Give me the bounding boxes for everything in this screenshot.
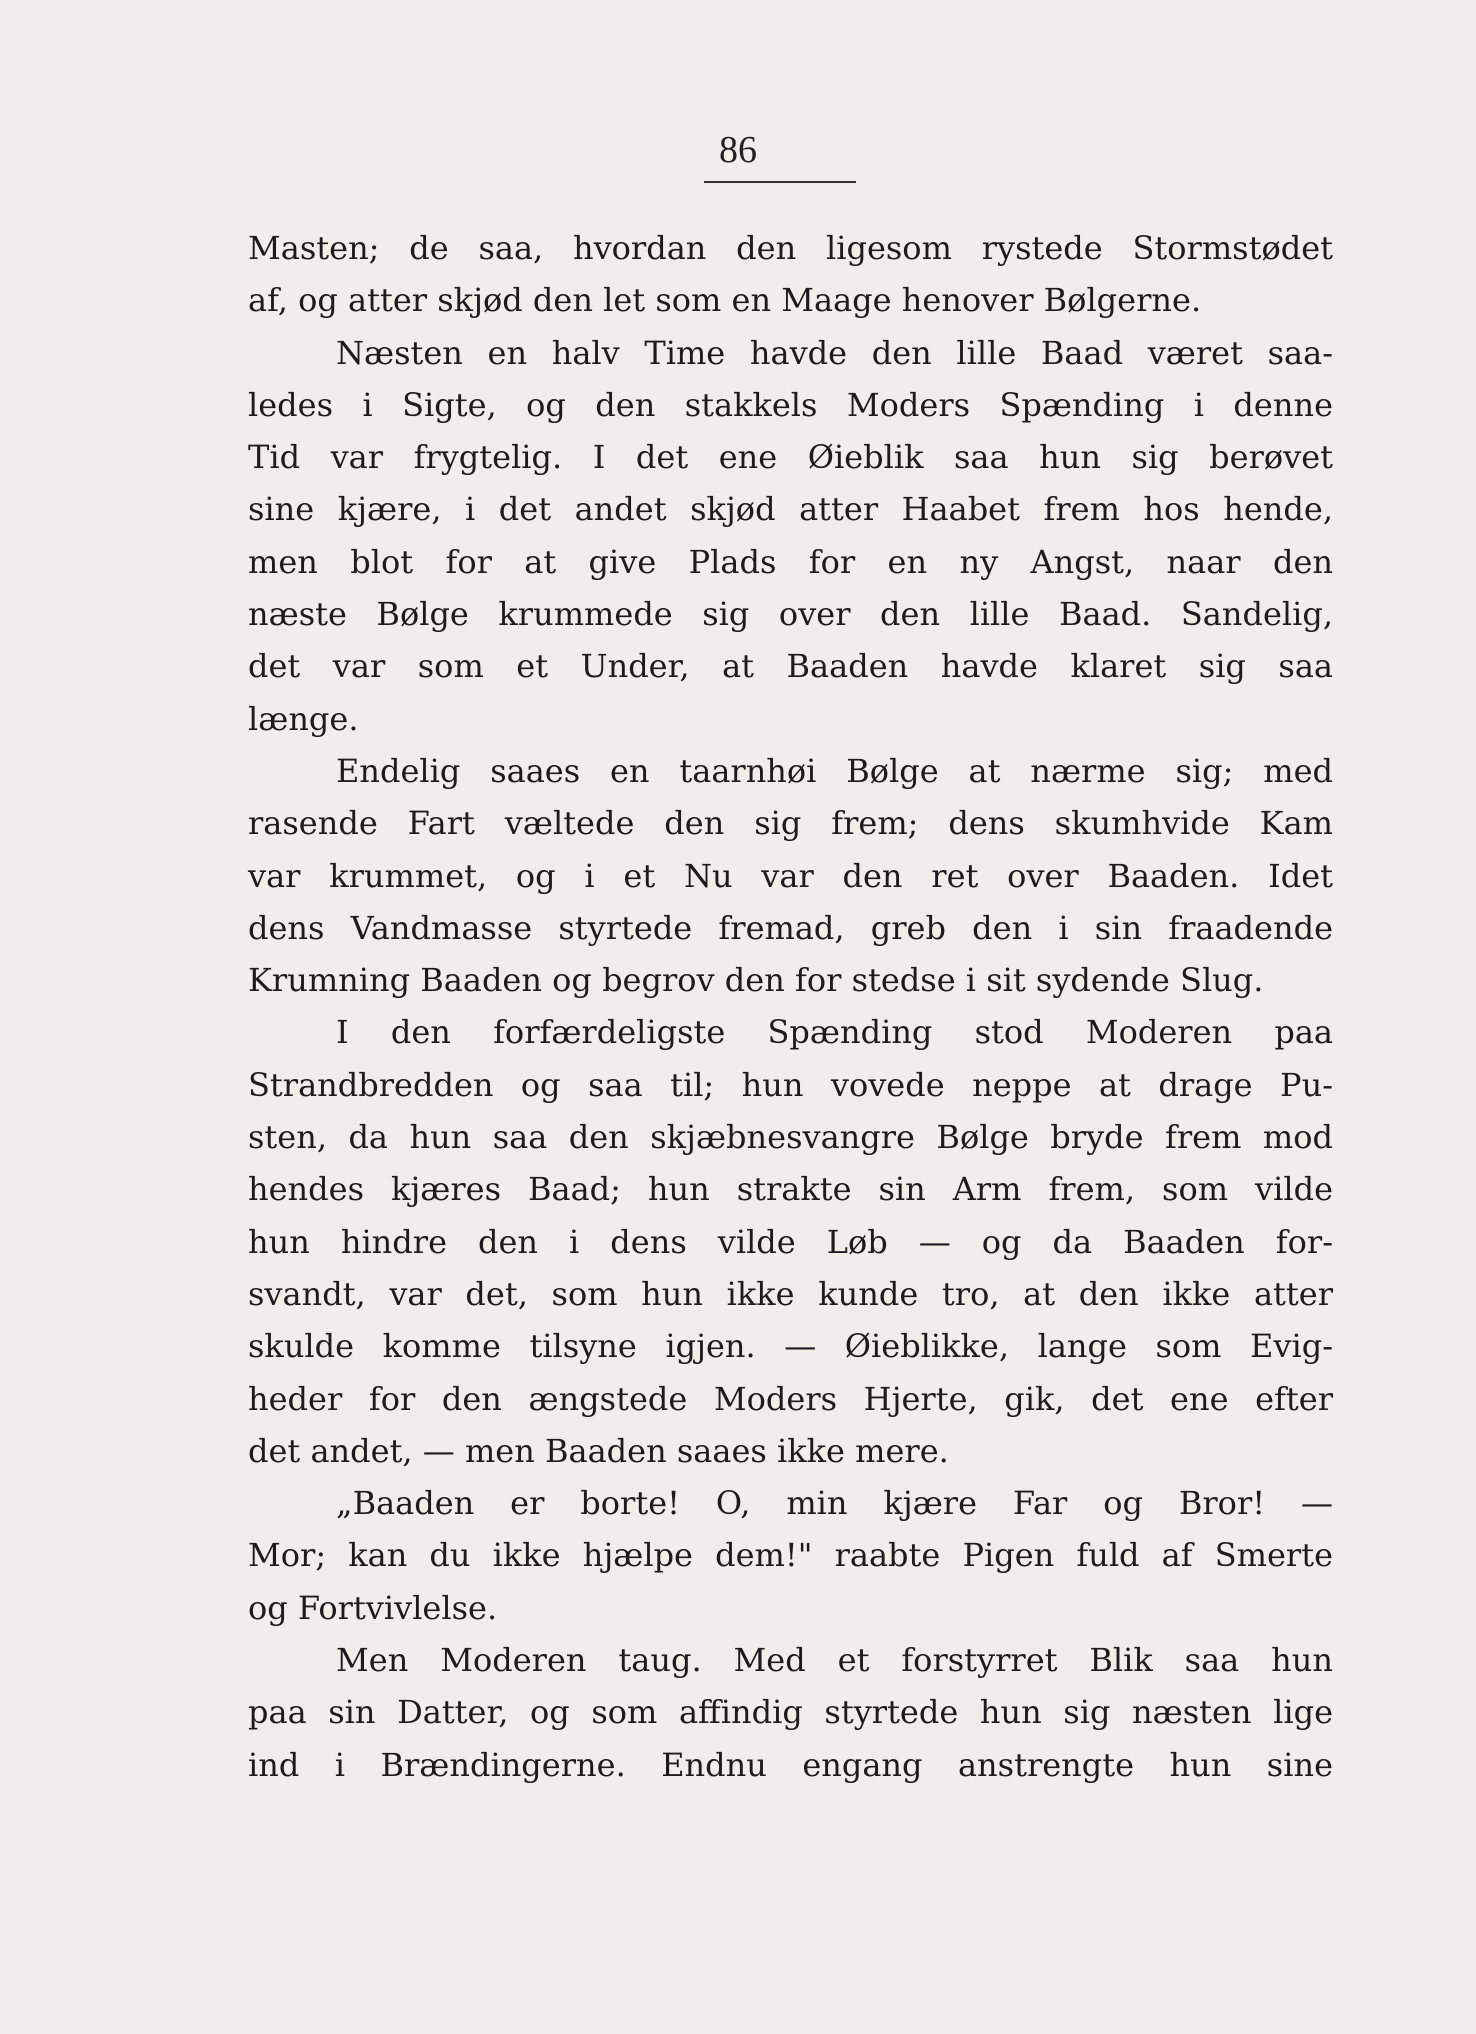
text-line: dens Vandmasse styrtede fremad, greb den i sin fraadende	[248, 908, 1333, 947]
text-line: næste Bølge krummede sig over den lille Baad. Sandelig,	[248, 595, 1333, 634]
text-line: skulde komme tilsyne igjen. — Øieblikke, lange som Evig-	[248, 1327, 1333, 1366]
text-line: svandt, var det, som hun ikke kunde tro, at den ikke atter	[248, 1274, 1333, 1313]
text-line: men blot for at give Plads for en ny Angst, naar den	[248, 542, 1333, 581]
text-line: paa sin Datter, og som affindig styrtede hun sig næsten lige	[248, 1693, 1333, 1732]
text-line: rasende Fart væltede den sig frem; dens skumhvide Kam	[248, 804, 1333, 843]
text-line: hendes kjæres Baad; hun strakte sin Arm frem, som vilde	[248, 1170, 1333, 1209]
text-line: sine kjære, i det andet skjød atter Haabet frem hos hende,	[248, 490, 1333, 529]
text-line: ind i Brændingerne. Endnu engang anstrengte hun sine	[248, 1745, 1333, 1784]
text-line: længe.	[248, 699, 359, 738]
text-line: det andet, — men Baaden saaes ikke mere.	[248, 1431, 949, 1470]
text-line: Næsten en halv Time havde den lille Baad været saa-	[336, 333, 1333, 372]
header-rule	[704, 181, 856, 183]
text-line: Men Moderen taug. Med et forstyrret Blik saa hun	[336, 1641, 1333, 1680]
text-line: Endelig saaes en taarnhøi Bølge at nærme sig; med	[336, 751, 1333, 790]
text-line: Masten; de saa, hvordan den ligesom rystede Stormstødet	[248, 229, 1333, 267]
text-line: af, og atter skjød den let som en Maage henover Bølgerne.	[248, 281, 1202, 320]
text-line: var krummet, og i et Nu var den ret over Baaden. Idet	[248, 856, 1333, 895]
page-number: 86	[719, 129, 757, 171]
text-line: „Baaden er borte! O, min kjære Far og Bror! —	[336, 1484, 1333, 1523]
body-text	[248, 222, 1333, 1791]
text-line: I den forfærdeligste Spænding stod Moderen paa	[336, 1013, 1333, 1052]
text-line: Mor; kan du ikke hjælpe dem!" raabte Pigen fuld af Smerte	[248, 1536, 1333, 1575]
text-line: heder for den ængstede Moders Hjerte, gik, det ene efter	[248, 1379, 1333, 1418]
text-line: ledes i Sigte, og den stakkels Moders Spænding i denne	[248, 385, 1333, 424]
text-line: hun hindre den i dens vilde Løb — og da Baaden for-	[248, 1222, 1333, 1261]
text-line: Strandbredden og saa til; hun vovede neppe at drage Pu-	[248, 1065, 1333, 1104]
text-line: sten, da hun saa den skjæbnesvangre Bølge bryde frem mod	[248, 1118, 1333, 1157]
text-line: Tid var frygtelig. I det ene Øieblik saa hun sig berøvet	[248, 438, 1333, 477]
text-line: og Fortvivlelse.	[248, 1588, 498, 1627]
text-line: det var som et Under, at Baaden havde klaret sig saa	[248, 647, 1333, 686]
text-line: Krumning Baaden og begrov den for stedse i sit sydende Slug.	[248, 961, 1264, 1000]
